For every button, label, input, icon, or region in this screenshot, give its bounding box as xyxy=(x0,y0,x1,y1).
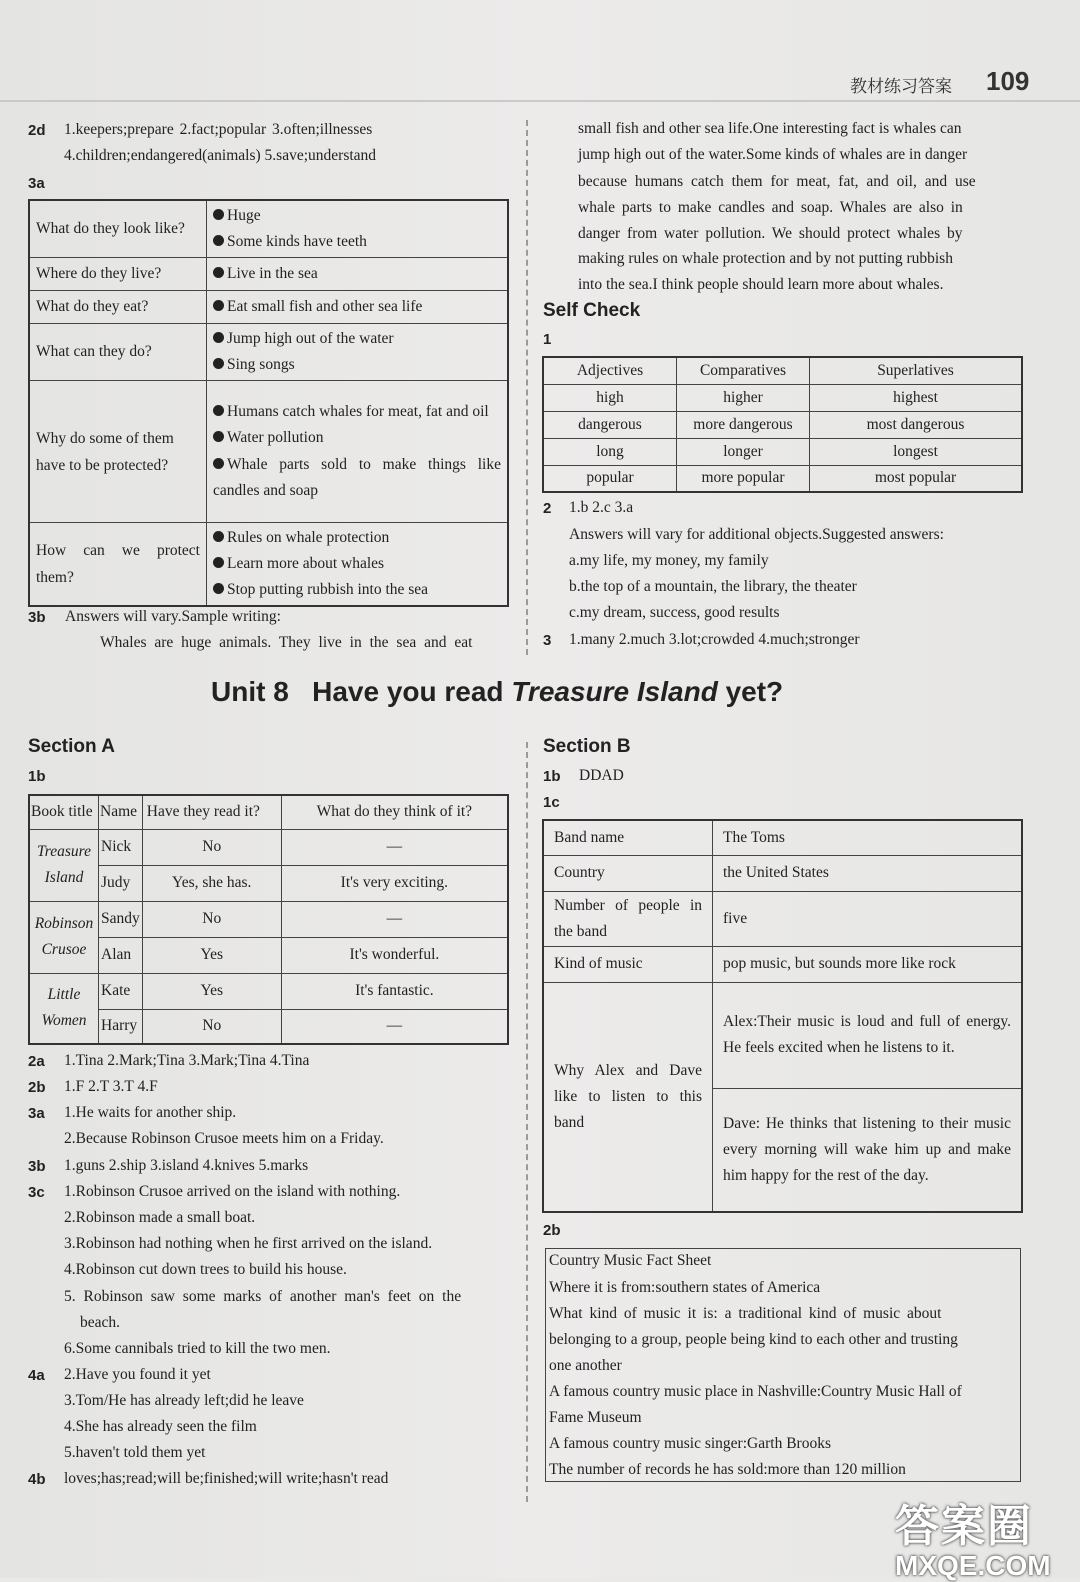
table-cell: Sandy xyxy=(99,901,143,937)
bullet-icon xyxy=(213,267,224,278)
exercise-label: 1b xyxy=(28,768,46,785)
answer-line: 1.many 2.much 3.lot;crowded 4.much;stronger xyxy=(569,631,860,648)
answer-line: Answers will vary.Sample writing: xyxy=(65,608,281,625)
bullet-icon xyxy=(213,405,224,416)
table-cell: Jump high out of the water Sing songs xyxy=(207,324,509,381)
watermark-text: 答案圈 xyxy=(895,1501,1033,1552)
exercise-label: 3a xyxy=(28,175,45,192)
table-cell: longer xyxy=(677,438,810,465)
answer-line: 1.Robinson Crusoe arrived on the island with nothing. xyxy=(64,1183,401,1200)
answer-line: 1.guns 2.ship 3.island 4.knives 5.marks xyxy=(64,1157,309,1174)
answer-line: DDAD xyxy=(579,767,624,784)
exercise-label: 1b xyxy=(543,768,561,785)
answer-line: loves;has;read;will be;finished;will write;hasn't read xyxy=(64,1470,389,1487)
bullet-icon xyxy=(213,583,224,594)
exercise-label: 3c xyxy=(28,1184,45,1201)
column-divider-bottom xyxy=(526,742,528,1502)
column-divider-top xyxy=(526,120,528,655)
table-cell: It's fantastic. xyxy=(281,973,508,1009)
answer-line: 1.Tina 2.Mark;Tina 3.Mark;Tina 4.Tina xyxy=(64,1052,310,1069)
table-cell: Why do some of them have to be protected? xyxy=(29,381,207,523)
bullet-icon xyxy=(213,209,224,220)
table-cell: five xyxy=(713,891,1023,946)
paragraph-line: making rules on whale protection and by not putting rubbish xyxy=(578,250,953,267)
table-cell: Rules on whale protection Learn more about whales Stop putting rubbish into the sea xyxy=(207,523,509,607)
exercise-label: 1c xyxy=(543,794,560,811)
bullet-icon xyxy=(213,557,224,568)
bullet-icon xyxy=(213,531,224,542)
answer-line: 1.keepers;prepare 2.fact;popular 3.often;illnesses xyxy=(64,121,373,138)
answer-line: 6.Some cannibals tried to kill the two men. xyxy=(64,1340,331,1357)
table-cell: No xyxy=(142,829,281,865)
exercise-label: 4a xyxy=(28,1367,45,1384)
whale-facts-table xyxy=(28,199,509,607)
table-cell: Kate xyxy=(99,973,143,1009)
fact-sheet-line: The number of records he has sold:more than 120 million xyxy=(549,1461,906,1478)
table-cell: Judy xyxy=(99,865,143,901)
table-cell: No xyxy=(142,901,281,937)
table-cell: more dangerous xyxy=(677,411,810,438)
comparatives-table xyxy=(542,356,1023,493)
band-info-table xyxy=(542,819,1023,1213)
table-cell: dangerous xyxy=(543,411,677,438)
book-survey-table xyxy=(28,794,509,1045)
table-cell: long xyxy=(543,438,677,465)
answer-line: 2.Have you found it yet xyxy=(64,1366,211,1383)
table-cell: Nick xyxy=(99,829,143,865)
exercise-label: 2a xyxy=(28,1053,45,1070)
answer-line: Whales are huge animals. They live in the sea and eat xyxy=(100,634,473,651)
paragraph-line: jump high out of the water.Some kinds of whales are in danger xyxy=(578,146,968,163)
table-cell: No xyxy=(142,1009,281,1044)
table-cell: highest xyxy=(810,384,1023,411)
unit-title: Unit 8 Have you read Treasure Island yet? xyxy=(211,676,784,707)
paragraph-line: small fish and other sea life.One interesting fact is whales can xyxy=(578,120,962,137)
section-heading: Section A xyxy=(28,736,115,757)
table-cell: Live in the sea xyxy=(207,258,509,291)
answer-line: 4.children;endangered(animals) 5.save;understand xyxy=(64,147,377,164)
watermark-logo xyxy=(895,1490,1075,1581)
exercise-label: 2d xyxy=(28,122,46,139)
header-title: 教材练习答案 xyxy=(850,77,952,97)
section-heading: Self Check xyxy=(543,300,641,321)
table-cell: Where do they live? xyxy=(29,258,207,291)
table-header-cell: Have they read it? xyxy=(142,795,281,829)
answer-line: 5.haven't told them yet xyxy=(64,1444,206,1461)
bullet-icon xyxy=(213,431,224,442)
exercise-label: 2b xyxy=(543,1222,561,1239)
table-cell: most dangerous xyxy=(810,411,1023,438)
header-rule xyxy=(0,100,1080,102)
table-cell: — xyxy=(281,901,508,937)
section-heading: Section B xyxy=(543,736,631,757)
table-cell: high xyxy=(543,384,677,411)
table-cell: popular xyxy=(543,465,677,492)
table-cell: It's wonderful. xyxy=(281,937,508,973)
bullet-icon xyxy=(213,332,224,343)
watermark-url: MXQE.COM xyxy=(895,1550,1051,1581)
exercise-label: 3b xyxy=(28,1158,46,1175)
fact-sheet-line: A famous country music place in Nashville:Country Music Hall of xyxy=(549,1383,962,1400)
exercise-label: 1 xyxy=(543,331,552,348)
exercise-label: 2 xyxy=(543,500,552,517)
table-header-cell: Superlatives xyxy=(810,357,1023,384)
answer-line: 2.Because Robinson Crusoe meets him on a Friday. xyxy=(64,1130,384,1147)
answer-line: a.my life, my money, my family xyxy=(569,552,769,569)
fact-sheet-line: one another xyxy=(549,1357,622,1374)
paragraph-line: because humans catch them for meat, fat, and oil, and use xyxy=(578,173,976,190)
table-cell: Band name xyxy=(543,820,713,855)
table-cell: It's very exciting. xyxy=(281,865,508,901)
answer-line: 1.b 2.c 3.a xyxy=(569,499,634,516)
table-cell: — xyxy=(281,829,508,865)
table-cell: Dave: He thinks that listening to their music every morning will wake him up and make him happy for the rest of the day. xyxy=(713,1088,1023,1212)
table-cell: Yes xyxy=(142,937,281,973)
table-header-cell: Book title xyxy=(29,795,99,829)
table-cell: Harry xyxy=(99,1009,143,1044)
answer-line: 3.Tom/He has already left;did he leave xyxy=(64,1392,304,1409)
table-cell: Huge Some kinds have teeth xyxy=(207,200,509,258)
table-cell: Why Alex and Dave like to listen to this band xyxy=(543,982,713,1212)
table-header-cell: Comparatives xyxy=(677,357,810,384)
table-cell: What do they eat? xyxy=(29,291,207,324)
fact-sheet-line: What kind of music it is: a traditional kind of music about xyxy=(549,1305,942,1322)
exercise-label: 3 xyxy=(543,632,552,649)
answer-line: 5. Robinson saw some marks of another man's feet on the xyxy=(64,1288,462,1305)
answer-line: b.the top of a mountain, the library, the theater xyxy=(569,578,857,595)
bullet-icon xyxy=(213,458,224,469)
paragraph-line: whale parts to make candles and soap. Whales are also in xyxy=(578,199,963,216)
table-cell: higher xyxy=(677,384,810,411)
table-cell: Number of people in the band xyxy=(543,891,713,946)
book-title-cell: Little Women xyxy=(29,973,99,1044)
table-cell: Yes, she has. xyxy=(142,865,281,901)
exercise-label: 3b xyxy=(28,609,46,626)
fact-sheet-line: Country Music Fact Sheet xyxy=(549,1252,712,1269)
paragraph-line: danger from water pollution. We should protect whales by xyxy=(578,225,963,242)
table-header-cell: What do they think of it? xyxy=(281,795,508,829)
answer-line: 1.He waits for another ship. xyxy=(64,1104,237,1121)
exercise-label: 2b xyxy=(28,1079,46,1096)
exercise-label: 3a xyxy=(28,1105,45,1122)
table-cell: Country xyxy=(543,855,713,891)
fact-sheet-line: A famous country music singer:Garth Brooks xyxy=(549,1435,831,1452)
table-cell: the United States xyxy=(713,855,1023,891)
table-cell: more popular xyxy=(677,465,810,492)
table-cell: What do they look like? xyxy=(29,200,207,258)
answer-line: Answers will vary for additional objects.Suggested answers: xyxy=(569,526,944,543)
bullet-icon xyxy=(213,235,224,246)
table-cell: Humans catch whales for meat, fat and oil Water pollution Whale parts sold to make things like candles and soap xyxy=(207,381,509,523)
answer-line: 2.Robinson made a small boat. xyxy=(64,1209,256,1226)
table-cell: Kind of music xyxy=(543,946,713,982)
table-header-cell: Name xyxy=(99,795,143,829)
table-cell: — xyxy=(281,1009,508,1044)
table-cell: How can we protect them? xyxy=(29,523,207,607)
answer-line: beach. xyxy=(80,1314,121,1331)
table-header-cell: Adjectives xyxy=(543,357,677,384)
page-number: 109 xyxy=(986,66,1030,96)
fact-sheet-line: belonging to a group, people being kind to each other and trusting xyxy=(549,1331,958,1348)
table-cell: pop music, but sounds more like rock xyxy=(713,946,1023,982)
bullet-icon xyxy=(213,358,224,369)
table-cell: Alex:Their music is loud and full of energy. He feels excited when he listens to it. xyxy=(713,982,1023,1088)
table-cell: longest xyxy=(810,438,1023,465)
answer-line: 4.She has already seen the film xyxy=(64,1418,257,1435)
fact-sheet-line: Fame Museum xyxy=(549,1409,642,1426)
table-cell: Yes xyxy=(142,973,281,1009)
paragraph-line: into the sea.I think people should learn more about whales. xyxy=(578,276,944,293)
answer-line: c.my dream, success, good results xyxy=(569,604,780,621)
table-cell: most popular xyxy=(810,465,1023,492)
book-title-cell: Treasure Island xyxy=(29,829,99,901)
book-title-cell: Robinson Crusoe xyxy=(29,901,99,973)
table-cell: What can they do? xyxy=(29,324,207,381)
table-cell: Eat small fish and other sea life xyxy=(207,291,509,324)
answer-line: 4.Robinson cut down trees to build his house. xyxy=(64,1261,347,1278)
table-cell: The Toms xyxy=(713,820,1023,855)
fact-sheet-line: Where it is from:southern states of America xyxy=(549,1279,821,1296)
table-cell: Alan xyxy=(99,937,143,973)
answer-line: 3.Robinson had nothing when he first arrived on the island. xyxy=(64,1235,433,1252)
bullet-icon xyxy=(213,300,224,311)
answer-line: 1.F 2.T 3.T 4.F xyxy=(64,1078,158,1095)
exercise-label: 4b xyxy=(28,1471,46,1488)
